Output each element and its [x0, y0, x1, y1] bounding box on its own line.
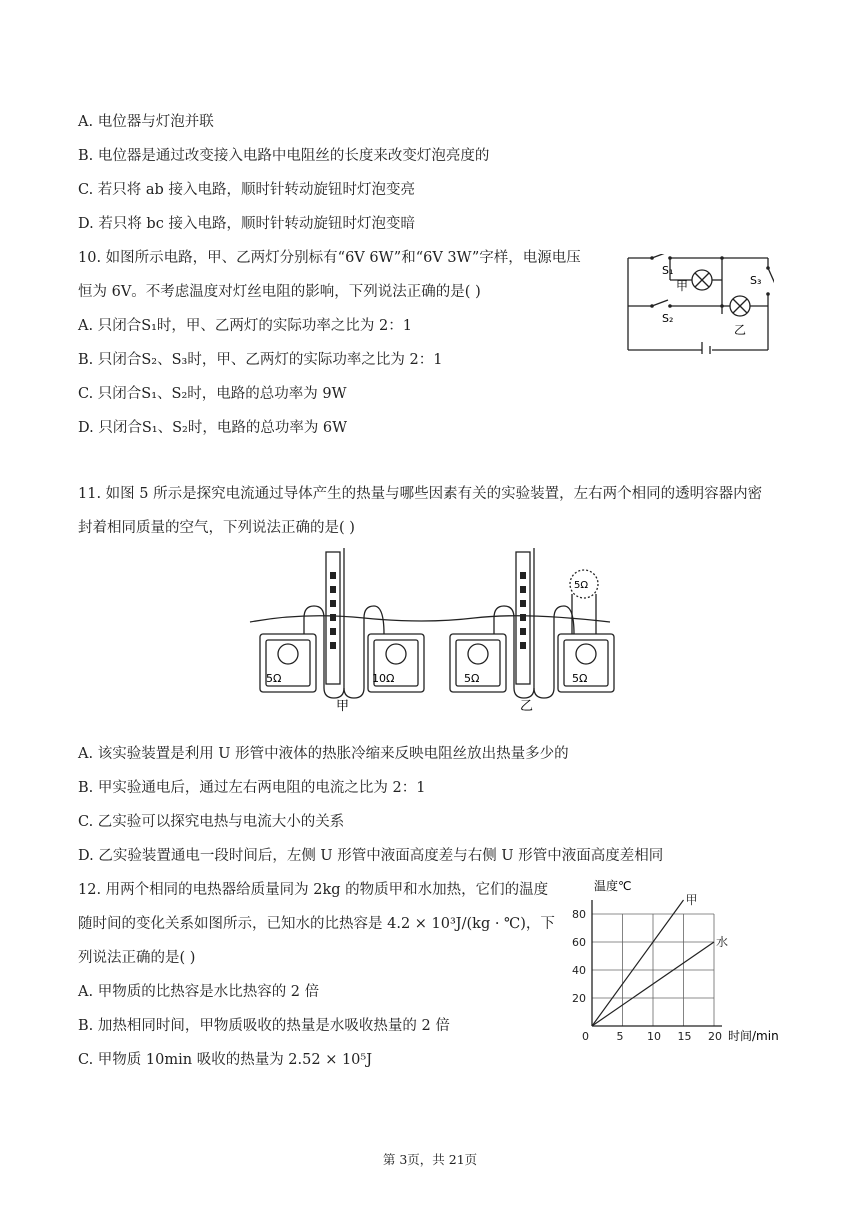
- chart-series-line-1: [592, 900, 684, 1026]
- chart-series-label-1: 甲: [685, 893, 698, 907]
- q12-stem-line3: 列说法正确的是( ): [78, 950, 196, 966]
- lamp-jia-label: 甲: [676, 279, 689, 293]
- switch-s1-label: S₁: [662, 264, 674, 277]
- q10-option-b: B. 只闭合S₂、S₃时，甲、乙两灯的实际功率之比为 2：1: [78, 352, 443, 368]
- resistor-label-5: 5Ω: [574, 580, 589, 591]
- q12-option-b: B. 加热相同时间，甲物质吸收的热量是水吸收热量的 2 倍: [78, 1018, 450, 1034]
- chart-y-axis-label: 温度℃: [594, 879, 632, 893]
- q11-option-c: C. 乙实验可以探究电热与电流大小的关系: [78, 814, 345, 830]
- q9-option-d: D. 若只将 bc 接入电路，顺时针转动旋钮时灯泡变暗: [78, 216, 415, 232]
- chart-x-axis-label: 时间/min: [728, 1029, 779, 1043]
- q11-stem-line1: 11. 如图 5 所示是探究电流通过导体产生的热量与哪些因素有关的实验装置，左右两个相同的透明容器内密: [78, 486, 763, 502]
- page-footer: 第 3页，共 21页: [382, 1152, 478, 1167]
- q11-apparatus-figure: [244, 548, 616, 714]
- resistor-label-4: 5Ω: [572, 672, 588, 685]
- setup-jia-label: 甲: [336, 699, 350, 714]
- chart-x-tick-label: 0: [582, 1030, 589, 1043]
- q10-option-d: D. 只闭合S₁、S₂时，电路的总功率为 6W: [78, 420, 348, 436]
- chart-x-tick-label: 10: [647, 1030, 661, 1043]
- chart-x-tick-label: 5: [616, 1030, 624, 1043]
- q12-option-c: C. 甲物质 10min 吸收的热量为 2.52 × 10⁵J: [78, 1052, 373, 1068]
- chart-x-tick-label: 15: [677, 1030, 692, 1043]
- resistor-label-1: 5Ω: [266, 672, 282, 685]
- q11-option-b: B. 甲实验通电后，通过左右两电阻的电流之比为 2：1: [78, 780, 426, 796]
- chart-x-tick-label: 20: [708, 1030, 722, 1043]
- q11-option-a: A. 该实验装置是利用 U 形管中液体的热胀冷缩来反映电阻丝放出热量多少的: [78, 746, 569, 762]
- q10-stem-line2: 恒为 6V。不考虑温度对灯丝电阻的影响，下列说法正确的是( ): [78, 284, 481, 300]
- resistor-label-2: 10Ω: [372, 672, 395, 685]
- q10-option-c: C. 只闭合S₁、S₂时，电路的总功率为 9W: [78, 386, 347, 402]
- q9-option-a: A. 电位器与灯泡并联: [78, 114, 214, 130]
- q10-option-a: A. 只闭合S₁时，甲、乙两灯的实际功率之比为 2：1: [78, 318, 412, 334]
- resistor-label-3: 5Ω: [464, 672, 480, 685]
- chart-y-tick-label: 40: [572, 964, 586, 977]
- q12-stem-line2: 随时间的变化关系如图所示，已知水的比热容是 4.2 × 10³J/(kg · ℃)，下: [78, 916, 555, 932]
- q9-option-c: C. 若只将 ab 接入电路，顺时针转动旋钮时灯泡变亮: [78, 182, 415, 198]
- q10-circuit-diagram: [622, 254, 774, 354]
- q12-temperature-time-chart: [568, 876, 786, 1046]
- q11-stem-line2: 封着相同质量的空气，下列说法正确的是( ): [78, 520, 355, 536]
- chart-series-label-2: 水: [716, 935, 729, 949]
- setup-yi-label: 乙: [520, 699, 534, 714]
- switch-s3-label: S₃: [750, 274, 762, 287]
- q12-stem-line1: 12. 用两个相同的电热器给质量同为 2kg 的物质甲和水加热，它们的温度: [78, 882, 549, 898]
- chart-y-tick-label: 60: [572, 936, 586, 949]
- q10-stem-line1: 10. 如图所示电路，甲、乙两灯分别标有“6V 6W”和“6V 3W”字样，电源电压: [78, 250, 581, 266]
- q11-option-d: D. 乙实验装置通电一段时间后，左侧 U 形管中液面高度差与右侧 U 形管中液面高度差相同: [78, 848, 664, 864]
- chart-y-tick-label: 80: [572, 908, 586, 921]
- switch-s2-label: S₂: [662, 312, 674, 325]
- chart-y-tick-label: 20: [572, 992, 586, 1005]
- q12-option-a: A. 甲物质的比热容是水比热容的 2 倍: [78, 984, 320, 1000]
- q9-option-b: B. 电位器是通过改变接入电路中电阻丝的长度来改变灯泡亮度的: [78, 148, 490, 164]
- lamp-yi-label: 乙: [734, 323, 747, 337]
